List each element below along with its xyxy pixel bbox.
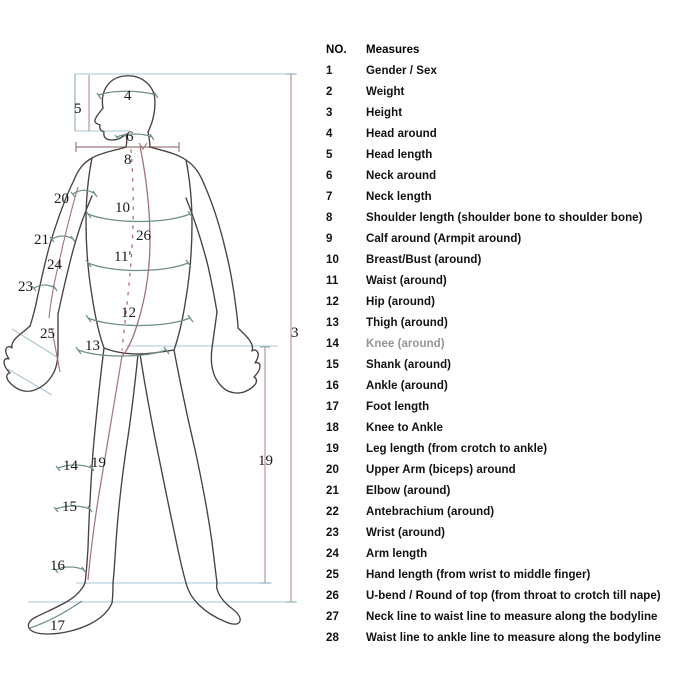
measure-number: 14 [326, 338, 339, 350]
measure-label: Breast/Bust (around) [366, 254, 482, 266]
measure-number: 17 [326, 401, 339, 413]
measure-label: Shank (around) [366, 359, 452, 371]
callout-17: 17 [50, 618, 65, 634]
arm-length-guides [49, 187, 78, 372]
callout-25: 25 [40, 326, 55, 342]
callout-12: 12 [121, 305, 136, 321]
callout-3: 3 [291, 325, 299, 341]
measure-label: Ankle (around) [366, 380, 448, 392]
callout-11: 11' [114, 249, 132, 265]
measure-label: Antebrachium (around) [366, 506, 495, 518]
measure-label: Head around [366, 128, 437, 140]
callout-16: 16 [50, 558, 65, 574]
band-wrist [34, 285, 55, 288]
measure-label: Hand length (from wrist to middle finger) [366, 569, 591, 581]
measure-number: 27 [326, 611, 339, 623]
measure-number: 3 [326, 107, 333, 119]
callout-23: 23 [18, 279, 33, 295]
measure-number: 8 [326, 212, 333, 224]
measure-label: Gender / Sex [366, 65, 437, 77]
measure-label: U-bend / Round of top (from throat to crotch till nape) [366, 590, 661, 602]
measure-label: Upper Arm (biceps) around [366, 464, 516, 476]
measure-label: Head length [366, 149, 433, 161]
measure-label: Weight [366, 86, 405, 98]
measure-number: 23 [326, 527, 339, 539]
measure-label: Waist (around) [366, 275, 447, 287]
measure-label: Neck around [366, 170, 437, 182]
measure-number: 26 [326, 590, 339, 602]
band-elbow [52, 236, 73, 239]
callout-20: 20 [54, 191, 69, 207]
measure-number: 2 [326, 86, 333, 98]
measure-number: 19 [326, 443, 339, 455]
measure-label: Knee to Ankle [366, 422, 443, 434]
callout-13: 13 [85, 338, 100, 354]
measure-number: 13 [326, 317, 339, 329]
measure-label: Foot length [366, 401, 430, 413]
measures-header-label: Measures [366, 44, 420, 56]
measure-number: 6 [326, 170, 333, 182]
measure-label: Shoulder length (shoulder bone to shoulder bone) [366, 212, 643, 224]
measure-number: 25 [326, 569, 339, 581]
callout-19-dimension: 19 [258, 453, 273, 469]
measure-number: 20 [326, 464, 339, 476]
measure-number: 22 [326, 506, 339, 518]
measure-number: 7 [326, 191, 333, 203]
body-figure-illustration [0, 0, 320, 700]
callout-4: 4 [124, 88, 132, 104]
measurement-bands [30, 88, 193, 628]
measure-number: 4 [326, 128, 333, 140]
measure-label: Thigh (around) [366, 317, 448, 329]
measures-list-panel [326, 0, 700, 700]
measure-number: 11 [326, 275, 339, 287]
measure-number: 1 [326, 65, 333, 77]
measure-number: 16 [326, 380, 339, 392]
measure-number: 28 [326, 632, 339, 644]
measure-number: 18 [326, 422, 339, 434]
callout-21: 21 [34, 232, 49, 248]
measure-number: 10 [326, 254, 339, 266]
measure-label: Hip (around) [366, 296, 435, 308]
measure-number: 12 [326, 296, 339, 308]
body-diagram-panel [0, 0, 320, 700]
callout-19-leg: 19 [91, 455, 106, 471]
measures-header-number: NO. [326, 44, 347, 56]
measure-label: Neck line to waist line to measure along the bodyline [366, 611, 658, 623]
measure-number: 15 [326, 359, 339, 371]
measure-label: Leg length (from crotch to ankle) [366, 443, 548, 455]
measure-label: Waist line to ankle line to measure along the bodyline [366, 632, 661, 644]
measure-label: Calf around (Armpit around) [366, 233, 522, 245]
callout-15: 15 [62, 499, 77, 515]
measure-number: 21 [326, 485, 339, 497]
callout-14: 14 [63, 458, 78, 474]
measure-label: Knee (around) [366, 338, 445, 350]
callout-8: 8 [124, 152, 132, 168]
vertical-dimension-bars [89, 74, 291, 602]
measure-label: Neck length [366, 191, 432, 203]
measure-label: Arm length [366, 548, 428, 560]
callout-26: 26 [136, 228, 151, 244]
callout-24: 24 [47, 257, 62, 273]
measure-label: Wrist (around) [366, 527, 446, 539]
measure-number: 24 [326, 548, 339, 560]
measure-number: 5 [326, 149, 333, 161]
band-waist [88, 263, 188, 271]
measure-number: 9 [326, 233, 333, 245]
callout-5: 5 [74, 101, 82, 117]
callout-6: 6 [126, 129, 134, 145]
measure-label: Height [366, 107, 403, 119]
callout-10: 10 [115, 200, 130, 216]
measure-label: Elbow (around) [366, 485, 451, 497]
band-bust [88, 214, 190, 222]
